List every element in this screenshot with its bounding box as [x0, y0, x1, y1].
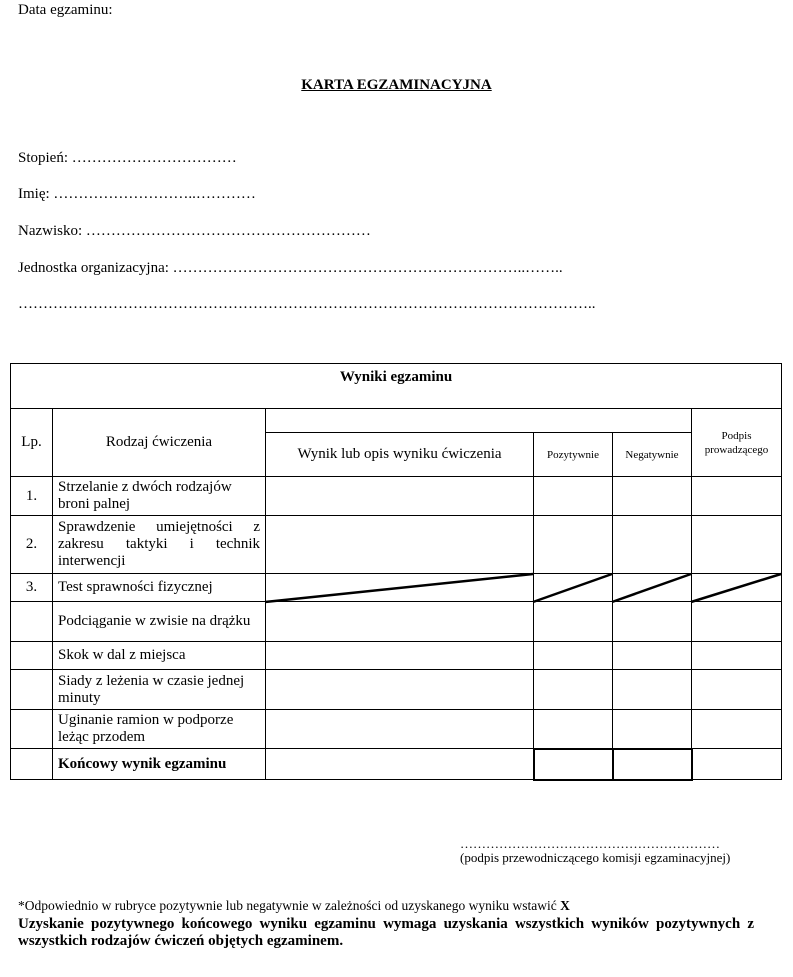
final-signature-cell[interactable]	[692, 749, 782, 780]
positive-cell	[534, 574, 613, 602]
result-cell	[266, 574, 534, 602]
header-positive: Pozytywnie	[534, 433, 613, 477]
table-row	[11, 642, 782, 670]
footnote	[18, 898, 570, 914]
result-cell[interactable]	[266, 516, 534, 574]
signature-cell[interactable]	[692, 602, 782, 642]
row-exercise: Podciąganie w zwisie na drążku	[53, 602, 266, 642]
negative-cell[interactable]	[613, 710, 692, 749]
row-exercise: Sprawdzenie umiejętności z zakresu taktyki i technik interwencji	[53, 516, 266, 574]
signature-cell[interactable]	[692, 710, 782, 749]
negative-cell[interactable]	[613, 477, 692, 516]
final-result-row	[11, 749, 782, 780]
row-lp	[11, 749, 53, 780]
row-lp	[11, 710, 53, 749]
requirement-note: Uzyskanie pozytywnego końcowego wyniku egzaminu wymaga uzyskania wszystkich wyników pozytywnych z wszystkich rodzajów ćwiczeń objętych egzaminem.	[18, 916, 754, 949]
header-exercise: Rodzaj ćwiczenia	[53, 409, 266, 477]
header-signature: Podpis prowadzącego	[692, 409, 782, 477]
unit-field-continued[interactable]: ……………………………………………………………………………………………………..	[18, 296, 596, 312]
negative-cell	[613, 574, 692, 602]
exam-date-label: Data egzaminu:	[18, 2, 113, 18]
table-title-row	[11, 364, 782, 409]
row-exercise: Skok w dal z miejsca	[53, 642, 266, 670]
negative-cell[interactable]	[613, 602, 692, 642]
row-lp	[11, 670, 53, 710]
signature-line[interactable]: ……………………………………………………	[460, 836, 720, 851]
row-exercise: Uginanie ramion w podporze leżąc przodem	[53, 710, 266, 749]
row-exercise: Strzelanie z dwóch rodzajów broni palnej	[53, 477, 266, 516]
row-exercise: Siady z leżenia w czasie jednej minuty	[53, 670, 266, 710]
positive-cell[interactable]	[534, 602, 613, 642]
footnote-text: *Odpowiednio w rubryce pozytywnie lub negatywnie w zależności od uzyskanego wyniku wstawić	[18, 898, 557, 913]
signature-cell[interactable]	[692, 670, 782, 710]
signature-cell[interactable]	[692, 516, 782, 574]
table-row	[11, 710, 782, 749]
header-lp: Lp.	[11, 409, 53, 477]
surname-field[interactable]: Nazwisko: …………………………………………………	[18, 223, 371, 239]
negative-cell[interactable]	[613, 642, 692, 670]
result-cell[interactable]	[266, 477, 534, 516]
table-row	[11, 477, 782, 516]
final-result-label: Końcowy wynik egzaminu	[53, 749, 266, 780]
signature-cell[interactable]	[692, 477, 782, 516]
header-negative: Negatywnie	[613, 433, 692, 477]
negative-cell[interactable]	[613, 516, 692, 574]
positive-cell[interactable]	[534, 642, 613, 670]
negative-cell[interactable]	[613, 670, 692, 710]
header-row-top	[11, 409, 782, 433]
table-row	[11, 670, 782, 710]
signature-cell[interactable]	[692, 642, 782, 670]
result-cell[interactable]	[266, 670, 534, 710]
row-exercise: Test sprawności fizycznej	[53, 574, 266, 602]
header-blank	[266, 409, 692, 433]
row-lp: 1.	[11, 477, 53, 516]
final-positive-box[interactable]	[534, 749, 613, 780]
table-row	[11, 574, 782, 602]
signature-caption: (podpis przewodniczącego komisji egzaminacyjnej)	[460, 850, 731, 865]
header-result: Wynik lub opis wyniku ćwiczenia	[266, 433, 534, 477]
result-cell[interactable]	[266, 642, 534, 670]
table-row	[11, 602, 782, 642]
footnote-mark: X	[560, 898, 570, 913]
positive-cell[interactable]	[534, 516, 613, 574]
signature-cell	[692, 574, 782, 602]
positive-cell[interactable]	[534, 477, 613, 516]
first-name-field[interactable]: Imię: ………………………..…………	[18, 186, 256, 202]
result-cell[interactable]	[266, 710, 534, 749]
rank-field[interactable]: Stopień: ……………………………	[18, 150, 237, 166]
row-lp	[11, 602, 53, 642]
final-result-cell[interactable]	[266, 749, 534, 780]
unit-field[interactable]: Jednostka organizacyjna: ……………………………………………………………..……..	[18, 260, 563, 276]
page-title: KARTA EGZAMINACYJNA	[301, 77, 492, 93]
positive-cell[interactable]	[534, 670, 613, 710]
row-lp	[11, 642, 53, 670]
positive-cell[interactable]	[534, 710, 613, 749]
table-title: Wyniki egzaminu	[11, 364, 782, 409]
row-lp: 3.	[11, 574, 53, 602]
exam-results-table	[10, 363, 782, 781]
result-cell[interactable]	[266, 602, 534, 642]
final-negative-box[interactable]	[613, 749, 692, 780]
table-row	[11, 516, 782, 574]
row-lp: 2.	[11, 516, 53, 574]
